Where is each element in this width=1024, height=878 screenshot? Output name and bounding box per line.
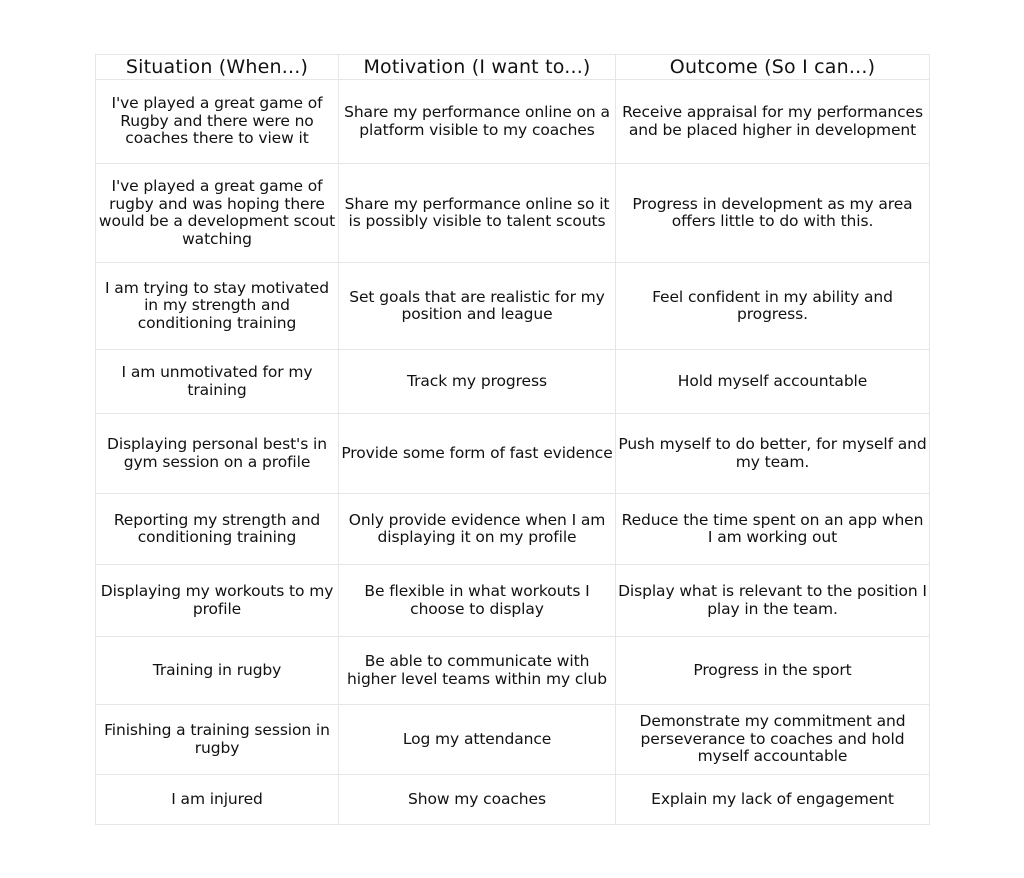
table-row [96,414,930,494]
situation-cell: Training in rugby [96,637,339,705]
outcome-cell: Explain my lack of engagement [616,775,930,825]
outcome-cell: Progress in the sport [616,637,930,705]
table-row [96,164,930,263]
header-outcome: Outcome (So I can...) [616,55,930,80]
table-row [96,494,930,565]
outcome-cell: Display what is relevant to the position I play in the team. [616,565,930,637]
situation-cell: Finishing a training session in rugby [96,705,339,775]
motivation-cell: Log my attendance [339,705,616,775]
motivation-cell: Track my progress [339,350,616,414]
situation-cell: I am trying to stay motivated in my strength and conditioning training [96,263,339,350]
situation-cell: Displaying personal best's in gym session on a profile [96,414,339,494]
motivation-cell: Share my performance online so it is possibly visible to talent scouts [339,164,616,263]
situation-cell: I've played a great game of rugby and was hoping there would be a development scout watching [96,164,339,263]
motivation-cell: Be flexible in what workouts I choose to display [339,565,616,637]
outcome-cell: Push myself to do better, for myself and my team. [616,414,930,494]
outcome-cell: Progress in development as my area offers little to do with this. [616,164,930,263]
motivation-cell: Show my coaches [339,775,616,825]
motivation-cell: Only provide evidence when I am displaying it on my profile [339,494,616,565]
situation-cell: Displaying my workouts to my profile [96,565,339,637]
table-row [96,637,930,705]
situation-cell: I am unmotivated for my training [96,350,339,414]
motivation-cell: Set goals that are realistic for my position and league [339,263,616,350]
outcome-cell: Demonstrate my commitment and perseverance to coaches and hold myself accountable [616,705,930,775]
header-row [96,55,930,80]
table-row [96,705,930,775]
table-row [96,263,930,350]
motivation-cell: Provide some form of fast evidence [339,414,616,494]
header-situation: Situation (When...) [96,55,339,80]
situation-cell: Reporting my strength and conditioning training [96,494,339,565]
situation-cell: I am injured [96,775,339,825]
outcome-cell: Hold myself accountable [616,350,930,414]
table-row [96,350,930,414]
jobs-to-be-done-table [95,54,930,825]
table-row [96,775,930,825]
motivation-cell: Be able to communicate with higher level teams within my club [339,637,616,705]
situation-cell: I've played a great game of Rugby and there were no coaches there to view it [96,80,339,164]
outcome-cell: Reduce the time spent on an app when I am working out [616,494,930,565]
motivation-cell: Share my performance online on a platform visible to my coaches [339,80,616,164]
header-motivation: Motivation (I want to...) [339,55,616,80]
table-row [96,80,930,164]
outcome-cell: Feel confident in my ability and progress. [616,263,930,350]
table-row [96,565,930,637]
outcome-cell: Receive appraisal for my performances and be placed higher in development [616,80,930,164]
